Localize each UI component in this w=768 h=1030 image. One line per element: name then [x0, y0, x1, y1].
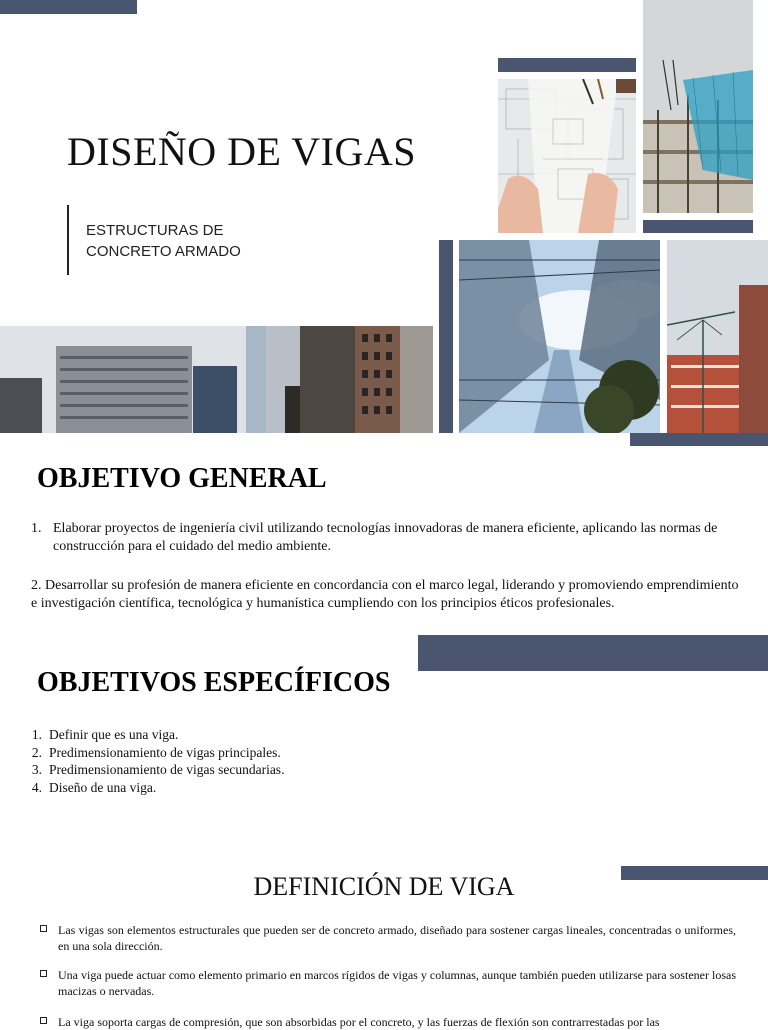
subtitle-line-2: CONCRETO ARMADO	[86, 243, 241, 260]
definicion-bullet-text: Las vigas son elementos estructurales que pueden ser de concreto armado, diseñado para sostener cargas lineales, concentradas o uniformes, en una sola dirección.	[58, 923, 736, 953]
list-item-text: Definir que es una viga.	[49, 727, 179, 742]
accent-bar-top-left	[0, 0, 137, 14]
list-item	[20, 779, 284, 797]
page-title: DISEÑO DE VIGAS	[67, 129, 416, 174]
scaffolding-graphic	[643, 0, 753, 213]
objetivos-especificos-heading: OBJETIVOS ESPECÍFICOS	[37, 667, 391, 698]
list-item-text: Predimensionamiento de vigas principales.	[49, 744, 281, 760]
definicion-heading: DEFINICIÓN DE VIGA	[253, 872, 515, 901]
skyline-graphic	[0, 326, 433, 433]
subtitle	[86, 220, 241, 262]
definicion-bullet-1	[40, 922, 736, 954]
accent-bar-above-blueprints	[498, 58, 636, 72]
subtitle-line-1: ESTRUCTURAS DE	[86, 222, 224, 239]
list-item	[20, 744, 284, 762]
checkbox-bullet-icon	[40, 1017, 47, 1024]
accent-bar-right-mid	[630, 433, 768, 446]
objetivos-especificos-list	[20, 726, 284, 796]
list-item-number: 2.	[31, 744, 42, 760]
list-item-text: Predimensionamiento de vigas secundarias.	[49, 762, 285, 777]
definicion-bullet-2	[40, 967, 736, 999]
crane-graphic	[667, 240, 768, 433]
objetivo-general-item-1	[31, 520, 743, 556]
objetivo-general-heading: OBJETIVO GENERAL	[37, 463, 327, 494]
scaffolding-building-photo	[643, 0, 753, 213]
subtitle-rule	[67, 205, 69, 275]
checkbox-bullet-icon	[40, 970, 47, 977]
definicion-bullet-text: La viga soporta cargas de compresión, que son absorbidas por el concreto, y las fuerzas de flexión son contrarrestadas por las	[58, 1015, 660, 1029]
blueprints-photo	[498, 79, 636, 233]
list-item-number: 1.	[31, 727, 42, 742]
glass-skyscraper-photo	[459, 240, 660, 433]
list-item	[20, 761, 284, 779]
list-item-text: Diseño de una viga.	[49, 779, 157, 795]
blueprints-graphic	[498, 79, 636, 233]
objetivo-general-item-1-text: Elaborar proyectos de ingeniería civil utilizando tecnologías innovadoras de manera eficiente, aplicando las normas de construcción para el cuidado del medio ambiente.	[53, 521, 718, 554]
definicion-bullet-text: Una viga puede actuar como elemento primario en marcos rígidos de vigas y columnas, aunque también pueden utilizarse para sostener losas macizas o nervadas.	[58, 968, 736, 998]
construction-crane-photo	[667, 240, 768, 433]
list-item-number: 3.	[31, 762, 42, 777]
accent-bar-section-divider	[418, 635, 768, 671]
objetivo-general-item-1-number: 1.	[31, 521, 42, 536]
glass-tower-graphic	[459, 240, 660, 433]
city-skyline-photo	[0, 326, 433, 433]
definicion-bullet-3	[40, 1014, 736, 1030]
accent-bar-vertical	[439, 240, 453, 433]
accent-bar-below-scaffolding	[643, 220, 753, 233]
list-item	[20, 726, 284, 744]
objetivo-general-item-2: 2. Desarrollar su profesión de manera eficiente en concordancia con el marco legal, liderando y promoviendo emprendimiento e investigación científica, tecnológica y humanística cumpliendo con los principios éticos profesionales.	[31, 578, 739, 611]
checkbox-bullet-icon	[40, 925, 47, 932]
list-item-number: 4.	[31, 779, 42, 795]
